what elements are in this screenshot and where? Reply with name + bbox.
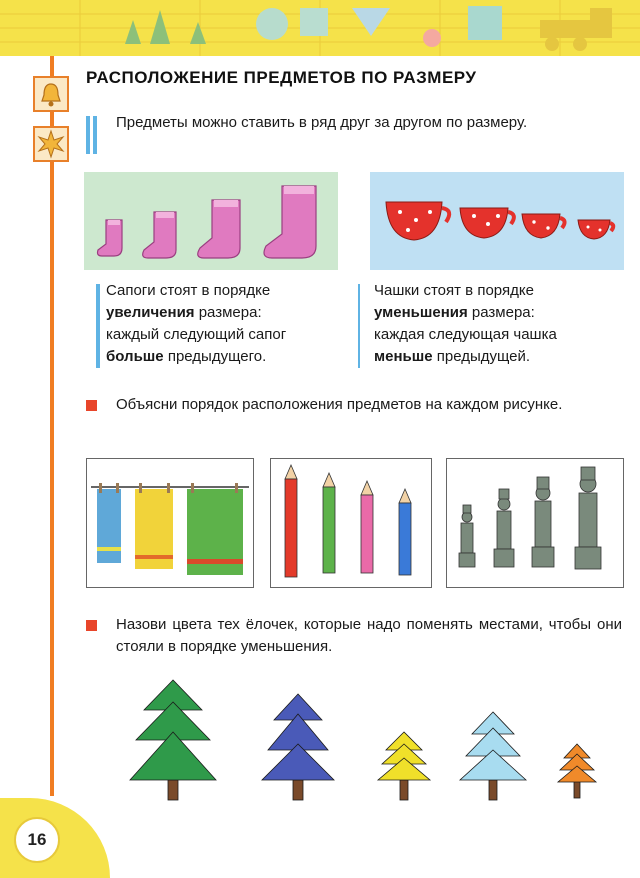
boots-caption-line4 <box>106 346 344 368</box>
cups-caption-line2 <box>374 302 622 324</box>
star-icon-box <box>33 126 69 162</box>
star-icon <box>35 128 67 160</box>
soldiers-picture <box>446 458 624 588</box>
cups-picture <box>370 172 624 270</box>
boots-caption-rest4: предыдущего. <box>163 348 267 365</box>
top-decorative-band <box>0 0 640 56</box>
cups-caption-bold2: меньше <box>374 348 433 365</box>
page-title: РАСПОЛОЖЕНИЕ ПРЕДМЕТОВ ПО РАЗМЕРУ <box>86 68 477 87</box>
intro-marker-2 <box>93 116 97 154</box>
cups-caption-rest4: предыдущей. <box>432 348 531 365</box>
trees-picture <box>120 676 620 806</box>
soldiers-illustration <box>447 459 622 586</box>
boots-caption-bold2: больше <box>106 348 164 365</box>
intro-text: Предметы можно ставить в ряд друг за другом по размеру. <box>116 114 528 131</box>
bell-icon <box>35 78 67 110</box>
page-number: 16 <box>14 817 60 863</box>
cups-caption-marker <box>358 284 360 368</box>
top-band-decoration <box>0 0 640 56</box>
trees-illustration <box>120 676 620 806</box>
cups-caption-line3: каждая следующая чашка <box>374 326 557 343</box>
cups-caption-line4 <box>374 346 622 368</box>
cups-caption-bold1: уменьшения <box>374 304 468 321</box>
cups-caption <box>374 280 622 368</box>
cups-illustration <box>370 172 624 270</box>
cups-caption-rest2: размера: <box>467 304 535 321</box>
bell-icon-box <box>33 76 69 112</box>
boots-illustration <box>84 172 338 270</box>
boots-caption-rest2: размера: <box>194 304 262 321</box>
intro-marker <box>86 116 90 154</box>
towels-picture <box>86 458 254 588</box>
task1-marker <box>86 400 97 411</box>
pencils-illustration <box>271 459 430 586</box>
margin-line <box>50 56 54 796</box>
boots-caption-line1: Сапоги стоят в порядке <box>106 282 271 299</box>
boots-caption-marker <box>96 284 100 368</box>
boots-caption <box>106 280 344 368</box>
towels-illustration <box>87 459 252 586</box>
cups-caption-line1: Чашки стоят в порядке <box>374 282 534 299</box>
pencils-picture <box>270 458 432 588</box>
task2-text: Назови цвета тех ёлочек, которые надо поменять местами, чтобы они стояли в порядке уменьшения. <box>116 616 622 655</box>
boots-caption-bold1: увеличения <box>106 304 195 321</box>
boots-picture <box>84 172 338 270</box>
task1-text: Объясни порядок расположения предметов на каждом рисунке. <box>116 396 563 413</box>
boots-caption-line2 <box>106 302 344 324</box>
task2-marker <box>86 620 97 631</box>
boots-caption-line3: каждый следующий сапог <box>106 326 287 343</box>
